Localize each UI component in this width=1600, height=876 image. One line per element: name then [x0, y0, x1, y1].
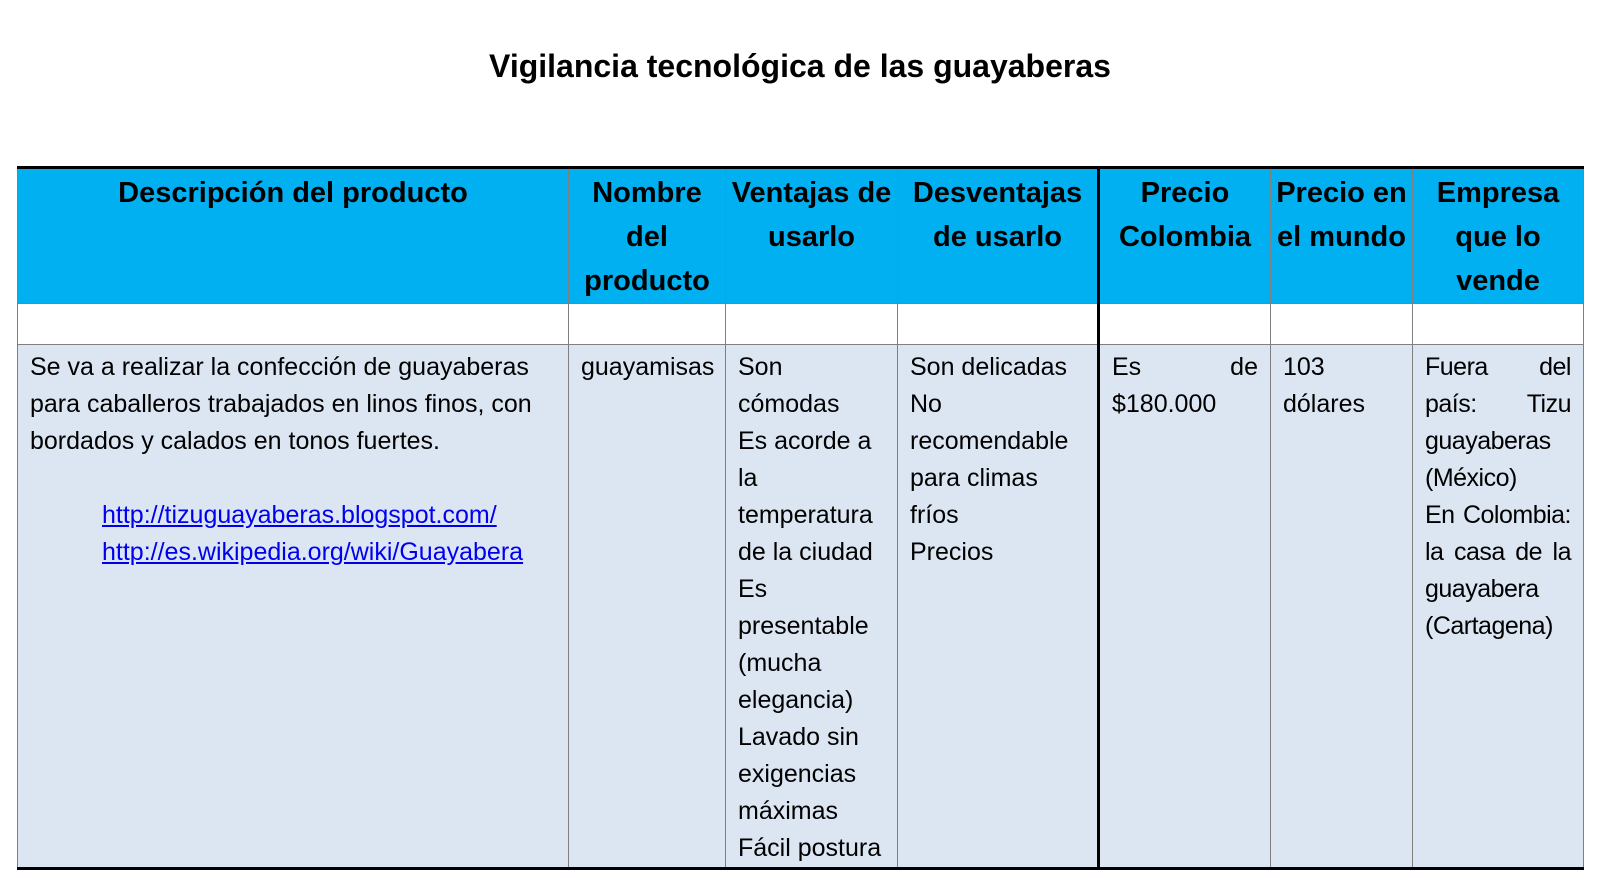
ventaja-item: Fácil postura [738, 834, 882, 862]
blank-cell [569, 304, 726, 345]
cell-precio-mundo [1271, 345, 1413, 869]
page-title: Vigilancia tecnológica de las guayaberas [489, 48, 1111, 84]
ventaja-item: Es acorde a la temperatura de la ciudad [738, 427, 873, 566]
header-desventajas: Desventajas de usarlo [898, 168, 1099, 304]
header-empresa: Empresa que lo vende [1413, 168, 1584, 304]
blank-cell [18, 304, 569, 345]
empresa-item: En Colombia: la casa de la guayabera (Cartagena) [1425, 501, 1571, 640]
header-ventajas: Ventajas de usarlo [726, 168, 898, 304]
desventaja-item: No recomendable para climas fríos [910, 390, 1069, 529]
blank-cell [726, 304, 898, 345]
cell-empresa [1413, 345, 1584, 869]
cell-precio-colombia [1099, 345, 1271, 869]
blank-cell [1099, 304, 1271, 345]
header-row [18, 168, 1584, 304]
table-row [18, 345, 1584, 869]
link-tizuguayaberas[interactable]: http://tizuguayaberas.blogspot.com/ [102, 501, 497, 529]
descripcion-text: Se va a realizar la confección de guayaberas para caballeros trabajados en linos finos, con bordados y calados en tonos fuertes. [30, 353, 532, 455]
blank-row [18, 304, 1584, 345]
empresa-item: Fuera del país: Tizu guayaberas (México) [1425, 353, 1571, 492]
link-wikipedia[interactable]: http://es.wikipedia.org/wiki/Guayabera [102, 538, 524, 566]
cell-descripcion [18, 345, 569, 869]
precio-mundo-text: 103 dólares [1283, 353, 1365, 418]
header-nombre: Nombre del producto [569, 168, 726, 304]
header-precio-mundo: Precio en el mundo [1271, 168, 1413, 304]
precio-colombia-text: Es de $180.000 [1112, 353, 1258, 418]
comparison-table [17, 166, 1584, 870]
ventaja-item: Es presentable (mucha elegancia) [738, 575, 869, 714]
cell-ventajas [726, 345, 898, 869]
blank-cell [898, 304, 1099, 345]
nombre-text: guayamisas [581, 353, 715, 381]
header-descripcion: Descripción del producto [18, 168, 569, 304]
ventaja-item: Lavado sin exigencias máximas [738, 723, 859, 825]
links-list [30, 497, 556, 571]
desventaja-item: Precios [910, 538, 994, 566]
blank-cell [1271, 304, 1413, 345]
desventaja-item: Son delicadas [910, 353, 1068, 381]
cell-desventajas [898, 345, 1099, 869]
header-precio-colombia: Precio Colombia [1099, 168, 1271, 304]
blank-cell [1413, 304, 1584, 345]
cell-nombre [569, 345, 726, 869]
ventaja-item: Son cómodas [738, 353, 840, 418]
